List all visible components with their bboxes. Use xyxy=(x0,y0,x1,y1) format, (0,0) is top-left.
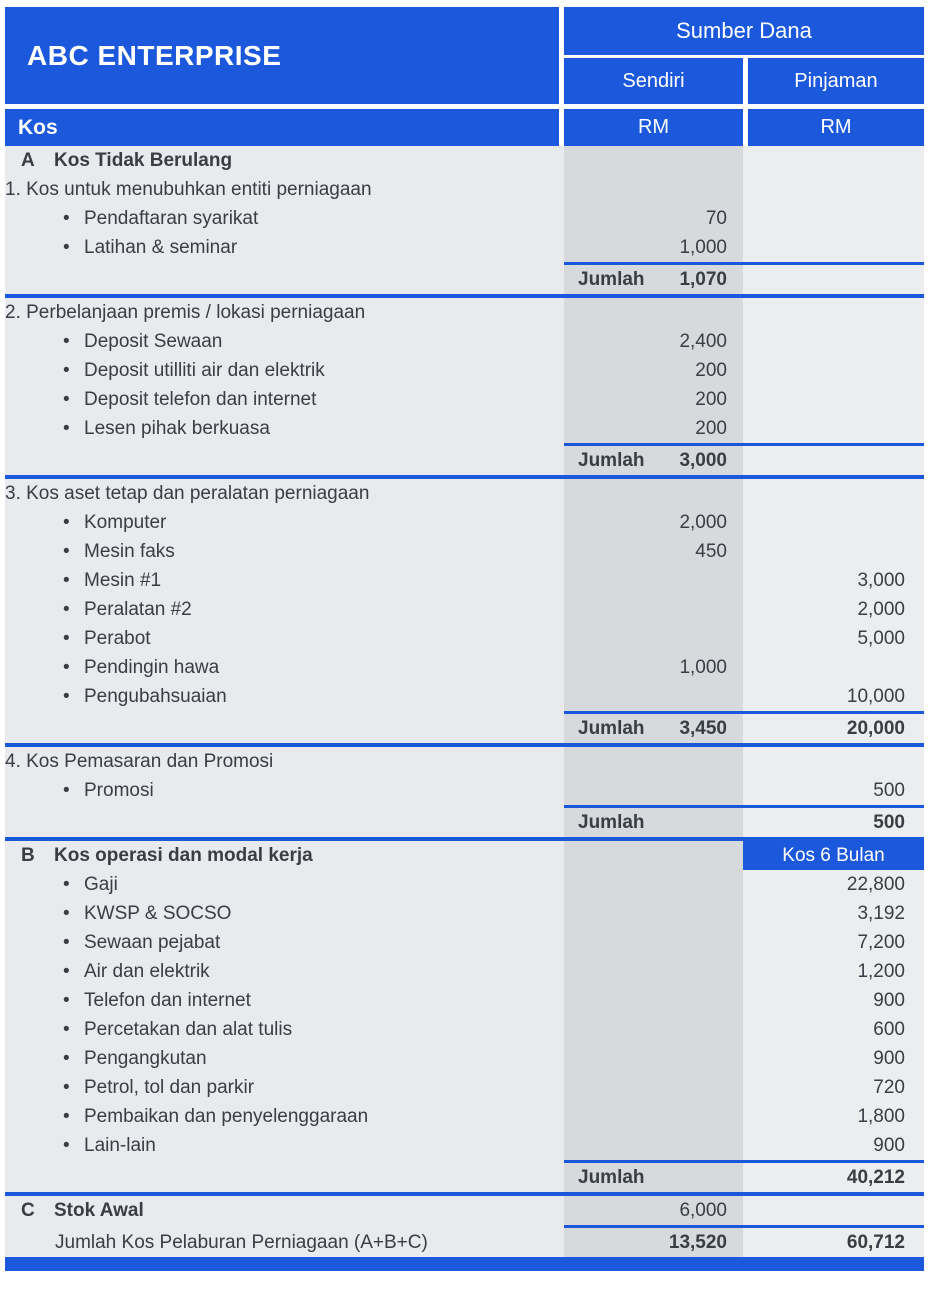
row-label: Peralatan #2 xyxy=(84,598,192,620)
row-label-cell xyxy=(5,628,564,650)
column-header-sendiri: Sendiri xyxy=(564,58,743,104)
sendiri-value: 70 xyxy=(705,207,727,229)
rm-header-pinjaman: RM xyxy=(748,109,924,146)
row-label: Lesen pihak berkuasa xyxy=(84,417,270,439)
row-label-cell xyxy=(5,541,564,563)
table-row xyxy=(5,1015,924,1044)
table-row xyxy=(5,233,924,262)
pinjaman-value: 1,200 xyxy=(857,960,905,982)
row-label: Gaji xyxy=(84,873,118,895)
pinjaman-value: 900 xyxy=(873,1047,905,1069)
row-label: Mesin #1 xyxy=(84,569,162,591)
sumber-dana-header: Sumber Dana xyxy=(564,7,924,55)
pinjaman-value xyxy=(743,537,924,566)
row-label: Deposit utilliti air dan elektrik xyxy=(84,359,325,381)
row-label-cell xyxy=(5,302,564,324)
pinjaman-value: 500 xyxy=(873,811,905,833)
sendiri-value: 13,520 xyxy=(668,1231,727,1253)
row-label: Stok Awal xyxy=(54,1199,144,1221)
table-row xyxy=(5,204,924,233)
table-rows xyxy=(5,146,924,1257)
pinjaman-value: 3,000 xyxy=(857,569,905,591)
row-label-cell xyxy=(5,1048,564,1070)
table-row xyxy=(5,566,924,595)
kos-header: Kos xyxy=(5,109,559,146)
pinjaman-value xyxy=(743,327,924,356)
row-label: KWSP & SOCSO xyxy=(84,902,232,924)
row-label-cell xyxy=(5,179,564,201)
bullet-icon: • xyxy=(63,989,70,1011)
row-label-cell xyxy=(5,483,564,505)
sendiri-value xyxy=(564,269,743,291)
sendiri-value: 200 xyxy=(695,388,727,410)
pinjaman-value xyxy=(743,508,924,537)
table-row xyxy=(5,899,924,928)
cost-table xyxy=(5,7,924,1271)
bullet-icon: • xyxy=(63,417,70,439)
rm-header-sendiri: RM xyxy=(564,109,743,146)
section-letter: A xyxy=(21,149,35,171)
pinjaman-value: 60,712 xyxy=(846,1231,905,1253)
row-label-cell xyxy=(5,360,564,382)
table-row xyxy=(5,776,924,805)
row-label-cell xyxy=(5,1232,564,1254)
row-label-cell xyxy=(5,237,564,259)
row-label: 4. Kos Pemasaran dan Promosi xyxy=(5,750,274,772)
row-label: Pengangkutan xyxy=(84,1047,207,1069)
pinjaman-value: 5,000 xyxy=(857,627,905,649)
pinjaman-value: 7,200 xyxy=(857,931,905,953)
sendiri-value: 2,400 xyxy=(679,330,727,352)
table-row xyxy=(5,870,924,899)
table-row xyxy=(5,479,924,508)
jumlah-sendiri-value: 1,070 xyxy=(679,268,727,290)
pinjaman-value xyxy=(743,204,924,233)
row-label: Sewaan pejabat xyxy=(84,931,221,953)
sendiri-value xyxy=(564,812,743,834)
table-row xyxy=(5,841,924,870)
table-row xyxy=(5,446,924,475)
bullet-icon: • xyxy=(63,685,70,707)
row-label-cell xyxy=(5,657,564,679)
jumlah-label: Jumlah xyxy=(578,268,645,290)
row-label: Latihan & seminar xyxy=(84,236,238,258)
table-row xyxy=(5,1102,924,1131)
row-label: Promosi xyxy=(84,779,154,801)
row-label: Lain-lain xyxy=(84,1134,156,1156)
bullet-icon: • xyxy=(63,931,70,953)
pinjaman-value xyxy=(743,446,924,475)
table-row xyxy=(5,1073,924,1102)
row-label-cell xyxy=(5,418,564,440)
jumlah-label: Jumlah xyxy=(578,449,645,471)
table-row xyxy=(5,1044,924,1073)
row-label: Perabot xyxy=(84,627,151,649)
pinjaman-value: 720 xyxy=(873,1076,905,1098)
row-label-cell xyxy=(5,686,564,708)
row-label: 3. Kos aset tetap dan peralatan perniagaan xyxy=(5,482,370,504)
row-label-cell xyxy=(5,1019,564,1041)
table-row xyxy=(5,537,924,566)
row-label-cell xyxy=(5,570,564,592)
table-row xyxy=(5,595,924,624)
row-label-cell xyxy=(5,845,564,867)
table-row xyxy=(5,682,924,711)
sendiri-value: 6,000 xyxy=(679,1199,727,1221)
pinjaman-value xyxy=(743,1196,924,1225)
pinjaman-value: 900 xyxy=(873,989,905,1011)
table-row xyxy=(5,624,924,653)
row-label-cell xyxy=(5,599,564,621)
row-label: Air dan elektrik xyxy=(84,960,210,982)
bullet-icon: • xyxy=(63,1047,70,1069)
table-row xyxy=(5,1131,924,1160)
table-row xyxy=(5,808,924,837)
table-row xyxy=(5,414,924,443)
pinjaman-value: 500 xyxy=(873,779,905,801)
table-row xyxy=(5,1228,924,1257)
row-label: Pendaftaran syarikat xyxy=(84,207,259,229)
table-row xyxy=(5,1163,924,1192)
row-label: Deposit Sewaan xyxy=(84,330,223,352)
row-label: Jumlah Kos Pelaburan Perniagaan (A+B+C) xyxy=(55,1231,428,1253)
bullet-icon: • xyxy=(63,779,70,801)
row-label: 1. Kos untuk menubuhkan entiti perniagaan xyxy=(5,178,372,200)
pinjaman-value xyxy=(743,479,924,508)
sendiri-value xyxy=(564,1167,743,1189)
pinjaman-value: 20,000 xyxy=(846,717,905,739)
bullet-icon: • xyxy=(63,540,70,562)
row-label-cell xyxy=(5,780,564,802)
pinjaman-value: 900 xyxy=(873,1134,905,1156)
bullet-icon: • xyxy=(63,656,70,678)
row-label-cell xyxy=(5,331,564,353)
table-row xyxy=(5,986,924,1015)
table-row xyxy=(5,957,924,986)
pinjaman-value: 2,000 xyxy=(857,598,905,620)
row-label-cell xyxy=(5,961,564,983)
row-label-cell xyxy=(5,903,564,925)
row-label: Deposit telefon dan internet xyxy=(84,388,317,410)
row-label-cell xyxy=(5,751,564,773)
row-label: Komputer xyxy=(84,511,167,533)
sendiri-value: 200 xyxy=(695,417,727,439)
row-label: Telefon dan internet xyxy=(84,989,251,1011)
pinjaman-value xyxy=(743,175,924,204)
company-title: ABC ENTERPRISE xyxy=(5,7,559,104)
bullet-icon: • xyxy=(63,1018,70,1040)
pinjaman-value xyxy=(743,747,924,776)
pinjaman-value: 10,000 xyxy=(846,685,905,707)
pinjaman-value xyxy=(743,414,924,443)
row-label: Kos operasi dan modal kerja xyxy=(54,844,313,866)
row-label-cell xyxy=(5,1135,564,1157)
pinjaman-value xyxy=(743,356,924,385)
row-label: Pengubahsuaian xyxy=(84,685,227,707)
row-label: 2. Perbelanjaan premis / lokasi perniagaan xyxy=(5,301,366,323)
table-row xyxy=(5,146,924,175)
sendiri-value: 200 xyxy=(695,359,727,381)
table-header-kos-row xyxy=(5,109,924,146)
pinjaman-value xyxy=(743,298,924,327)
pinjaman-value xyxy=(743,265,924,294)
row-label: Pembaikan dan penyelenggaraan xyxy=(84,1105,369,1127)
bullet-icon: • xyxy=(63,1134,70,1156)
bullet-icon: • xyxy=(63,627,70,649)
jumlah-sendiri-value: 3,450 xyxy=(679,717,727,739)
bullet-icon: • xyxy=(63,359,70,381)
bullet-icon: • xyxy=(63,598,70,620)
bullet-icon: • xyxy=(63,569,70,591)
sendiri-value: 1,000 xyxy=(679,236,727,258)
row-label-cell xyxy=(5,1200,564,1222)
bottom-bar xyxy=(5,1257,924,1271)
table-row xyxy=(5,747,924,776)
row-label-cell xyxy=(5,208,564,230)
column-header-pinjaman: Pinjaman xyxy=(748,58,924,104)
pinjaman-value: 1,800 xyxy=(857,1105,905,1127)
table-row xyxy=(5,508,924,537)
sendiri-value: 1,000 xyxy=(679,656,727,678)
table-row xyxy=(5,928,924,957)
table-row xyxy=(5,298,924,327)
row-label: Percetakan dan alat tulis xyxy=(84,1018,293,1040)
bullet-icon: • xyxy=(63,330,70,352)
table-row xyxy=(5,175,924,204)
table-row xyxy=(5,385,924,414)
row-label-cell xyxy=(5,512,564,534)
bullet-icon: • xyxy=(63,388,70,410)
row-label-cell xyxy=(5,1106,564,1128)
row-label-cell xyxy=(5,932,564,954)
table-row xyxy=(5,327,924,356)
bullet-icon: • xyxy=(63,511,70,533)
sendiri-value xyxy=(564,450,743,472)
jumlah-sendiri-value: 3,000 xyxy=(679,449,727,471)
pinjaman-value: 22,800 xyxy=(846,873,905,895)
table-row xyxy=(5,1196,924,1225)
sendiri-value: 450 xyxy=(695,540,727,562)
pinjaman-value: 600 xyxy=(873,1018,905,1040)
table-row xyxy=(5,653,924,682)
jumlah-label: Jumlah xyxy=(578,811,645,833)
row-label-cell xyxy=(5,990,564,1012)
pinjaman-value xyxy=(743,653,924,682)
row-label: Kos Tidak Berulang xyxy=(54,149,233,171)
pinjaman-value xyxy=(743,385,924,414)
bullet-icon: • xyxy=(63,1105,70,1127)
bullet-icon: • xyxy=(63,902,70,924)
bullet-icon: • xyxy=(63,236,70,258)
jumlah-label: Jumlah xyxy=(578,717,645,739)
row-label-cell xyxy=(5,389,564,411)
row-label-cell xyxy=(5,1077,564,1099)
kos-6-bulan-cell: Kos 6 Bulan xyxy=(743,841,924,870)
pinjaman-value xyxy=(743,146,924,175)
bullet-icon: • xyxy=(63,207,70,229)
pinjaman-value xyxy=(743,233,924,262)
jumlah-label: Jumlah xyxy=(578,1166,645,1188)
sendiri-value: 2,000 xyxy=(679,511,727,533)
section-letter: B xyxy=(21,844,35,866)
table-row xyxy=(5,356,924,385)
section-letter: C xyxy=(21,1199,35,1221)
row-label-cell xyxy=(5,874,564,896)
pinjaman-value: 40,212 xyxy=(846,1166,905,1188)
table-header-top xyxy=(5,7,924,104)
row-label: Mesin faks xyxy=(84,540,175,562)
table-body xyxy=(5,146,924,1257)
pinjaman-value: 3,192 xyxy=(857,902,905,924)
row-label: Petrol, tol dan parkir xyxy=(84,1076,255,1098)
bullet-icon: • xyxy=(63,1076,70,1098)
table-row xyxy=(5,265,924,294)
bullet-icon: • xyxy=(63,873,70,895)
bullet-icon: • xyxy=(63,960,70,982)
table-row xyxy=(5,714,924,743)
sendiri-value xyxy=(564,718,743,740)
row-label-cell xyxy=(5,150,564,172)
row-label: Pendingin hawa xyxy=(84,656,220,678)
